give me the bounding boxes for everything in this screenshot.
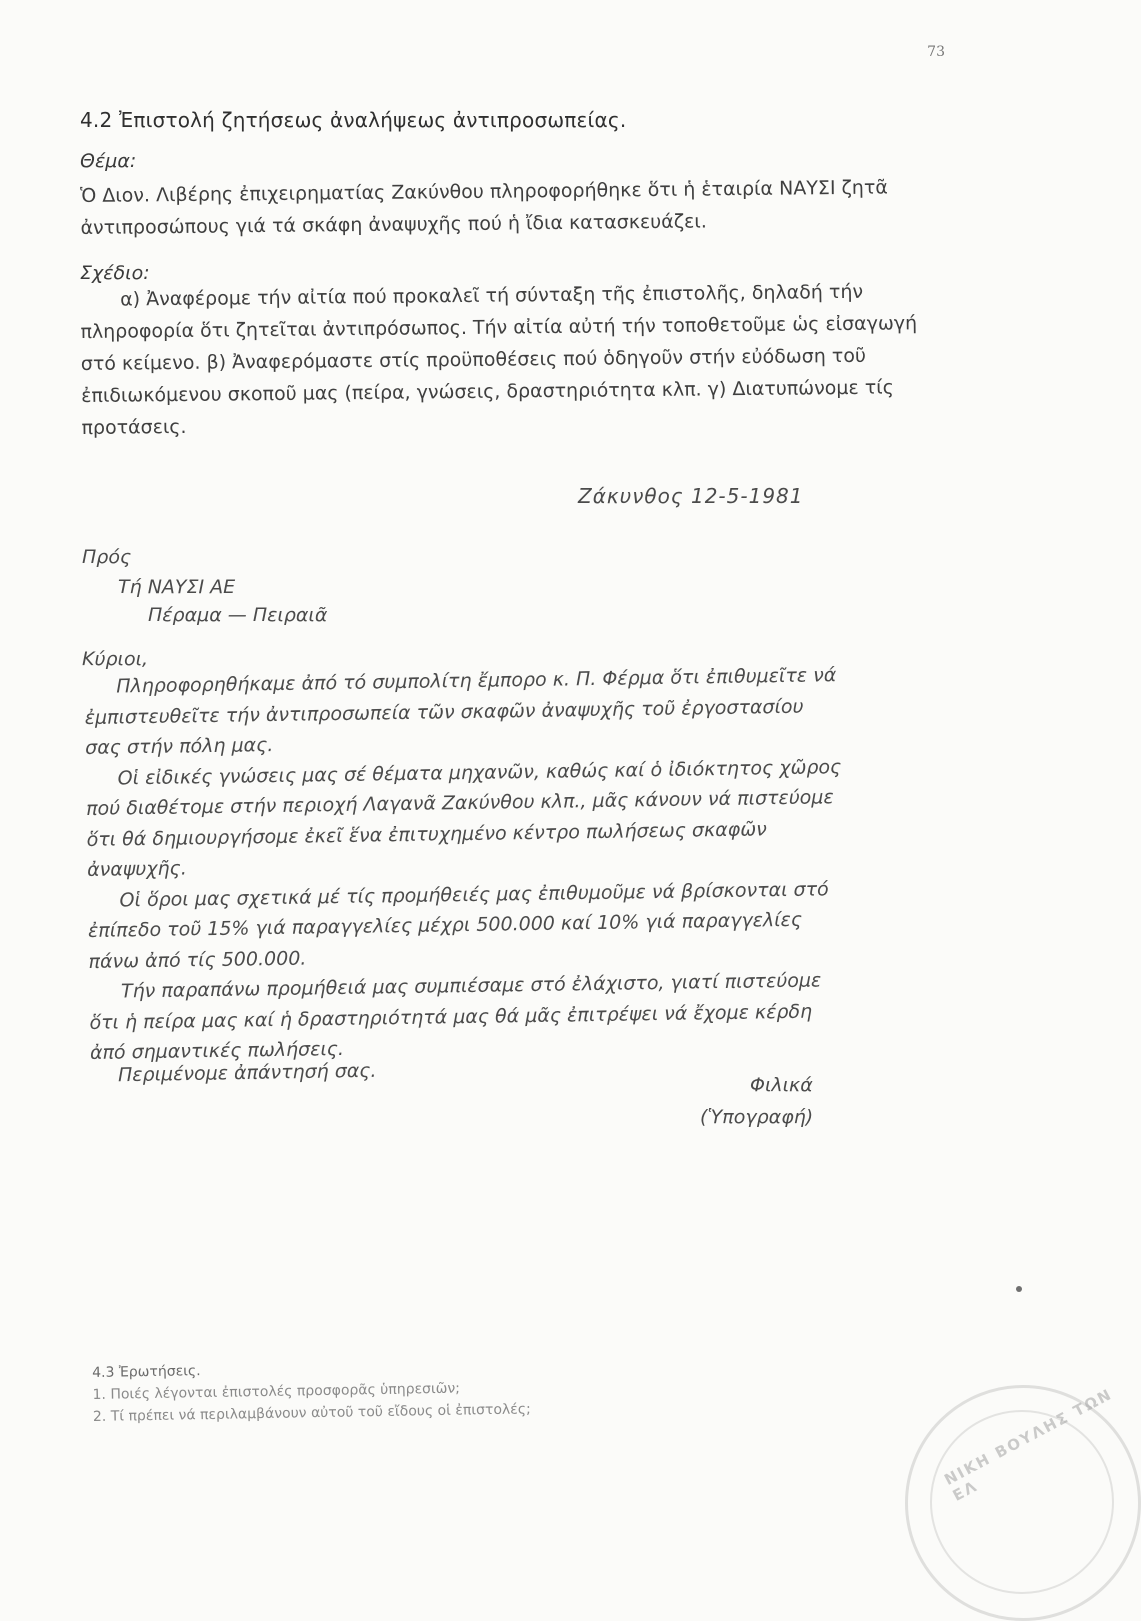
letter-paragraph: Οἱ εἰδικές γνώσεις μας σέ θέματα μηχανῶν, καθώς καί ὁ ἰδιόκτητος χῶρος πού διαθέτομε στήν περιοχή Λαγανᾶ Ζακύνθου κλπ., μᾶς κάνουν νά πιστεύομε ὅτι θά δημιουργήσομε ἐκεῖ ἕνα ἐπιτυχημένο κέντρο πωλήσεως σκαφῶν ἀναψυχῆς.: [85, 755, 842, 881]
letter-paragraph: Τήν παραπάνω προμήθειά μας συμπιέσαμε στό ἐλάχιστο, γιατί πιστεύομε ὅτι ἡ πείρα μας καί ἡ δραστηριότητά μας θά μᾶς ἐπιτρέψει νά ἔχομε κέρδη ἀπό σημαντικές πωλήσεις.: [89, 969, 822, 1064]
topic-text: [80, 171, 961, 244]
ink-dot: [1016, 1286, 1022, 1292]
topic-label: Θέμα:: [80, 150, 137, 172]
letter-addressee: Τή ΝΑΥΣΙ ΑΕ: [118, 576, 236, 598]
letter-city: Πέραμα — Πειραιᾶ: [148, 604, 328, 626]
plan-paragraph: α) Ἀναφέρομε τήν αἰτία πού προκαλεῖ τή σύνταξη τῆς ἐπιστολῆς, δηλαδή τήν πληροφορία ὅτι ζητεῖται ἀντιπρόσωπος. Τήν αἰτία αὐτή τήν τοποθετοῦμε ὡς εἰσαγωγή στό κείμενο. β) Ἀναφερόμαστε στίς προϋποθέσεις πού ὁδηγοῦν στήν εὐόδωση τοῦ ἐπιδιωκόμενου σκοποῦ μας (πείρα, γνώσεις, δραστηριότητα κλπ. γ) Διατυπώνομε τίς προτάσεις.: [80, 280, 918, 439]
letter-paragraph: Πληροφορηθήκαμε ἀπό τό συμπολίτη ἔμπορο κ. Π. Φέρμα ὅτι ἐπιθυμεῖτε νά ἐμπιστευθεῖτε τήν ἀντιπροσωπεία τῶν σκαφῶν ἀναψυχῆς τοῦ ἐργοστασίου σας στήν πόλη μας.: [84, 664, 837, 759]
plan-label: Σχέδιο:: [80, 262, 150, 284]
question-item: 2. Τί πρέπει νά περιλαμβάνουν αὐτοῦ τοῦ εἴδους οἱ ἐπιστολές;: [92, 1401, 531, 1425]
letter-closing-wait: Περιμένομε ἀπάντησή σας.: [117, 1059, 377, 1087]
page-number: 73: [927, 44, 945, 60]
questions-title: 4.3 Ἐρωτήσεις.: [92, 1363, 201, 1381]
library-stamp-text: ΝΙΚΗ ΒΟΥΛΗΣ ΤΩΝ ΕΛ: [941, 1384, 1116, 1505]
plan-text: [80, 275, 952, 444]
questions-section: [92, 1354, 531, 1428]
letter-closing-friendly: Φιλικά: [750, 1074, 813, 1096]
question-item: 1. Ποιές λέγονται ἐπιστολές προσφορᾶς ὑπηρεσιῶν;: [92, 1380, 461, 1403]
letter-signature: (Ὑπογραφή): [700, 1106, 814, 1128]
letter-to-label: Πρός: [82, 546, 132, 568]
letter-place-date: Ζάκυνθος 12-5-1981: [578, 484, 804, 508]
library-stamp: [905, 1385, 1141, 1621]
letter-salutation: Κύριοι,: [82, 648, 149, 670]
topic-paragraph: Ὁ Διον. Λιβέρης ἐπιχειρηματίας Ζακύνθου πληροφορήθηκε ὅτι ἡ ἑταιρία ΝΑΥΣΙ ζητᾶ ἀντιπροσώπους γιά τά σκάφη ἀναψυχῆς πού ἡ ἴδια κατασκευάζει.: [80, 176, 888, 239]
section-title: 4.2 Ἐπιστολή ζητήσεως ἀναλήψεως ἀντιπροσωπείας.: [80, 108, 627, 132]
letter-body: [84, 660, 850, 1068]
letter-paragraph: Οἱ ὅροι μας σχετικά μέ τίς προμήθειές μας ἐπιθυμοῦμε νά βρίσκονται στό ἐπίπεδο τοῦ 15% γιά παραγγελίες μέχρι 500.000 καί 10% γιά παραγγελίες πάνω ἀπό τίς 500.000.: [87, 877, 829, 973]
